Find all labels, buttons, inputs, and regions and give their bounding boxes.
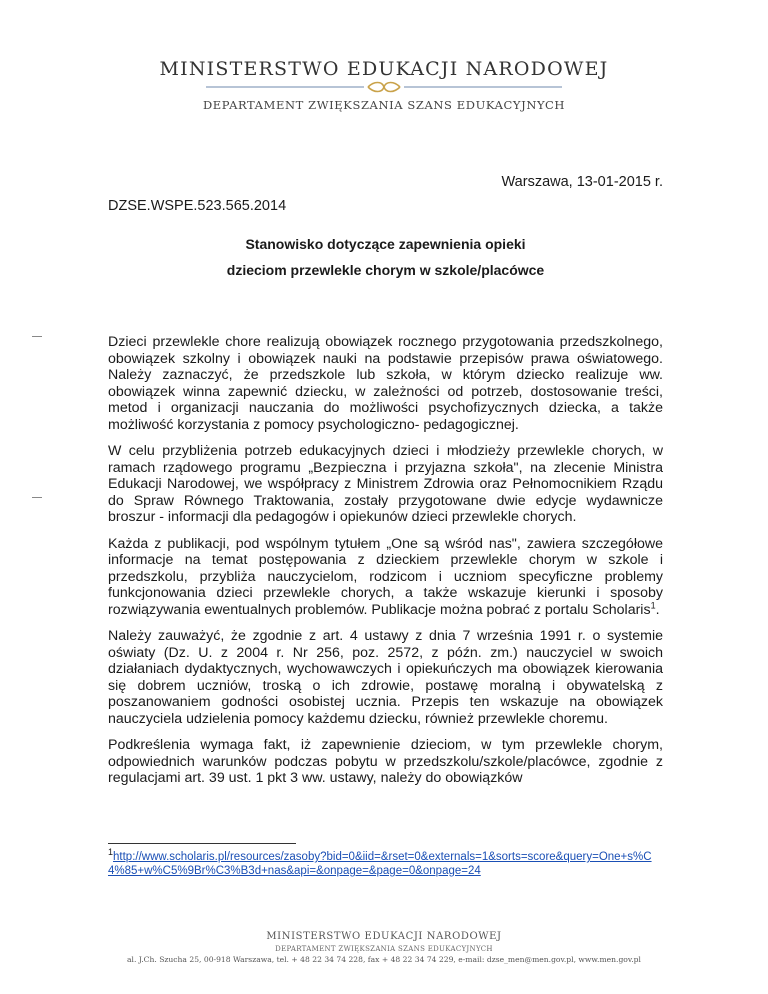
paragraph: Dzieci przewlekle chore realizują obowiązek rocznego przygotowania przedszkolnego, obowiązek szkolny i obowiązek nauki na podstawie przepisów prawa oświatowego. Należy zaznaczyć, że przedszkole lub szkoła, w którym dziecko realizuje ww. obowiązek winna zapewnić dziecku, w zależności od potrzeb, dostosowanie treści, metod i organizacji nauczania do możliwości psychofizycznych dziecka, a także możliwość korzystania z pomocy psychologiczno- pedagogicznej. <box>108 334 663 433</box>
footnote-separator <box>108 843 296 844</box>
margin-mark <box>32 336 42 337</box>
paragraph: Podkreślenia wymaga fakt, iż zapewnienie dzieciom, w tym przewlekle chorym, odpowiednich warunków podczas pobytu w przedszkolu/szkole/placówce, zgodnie z regulacjami art. 39 ust. 1 pkt 3 ww. ustawy, należy do obowiązków <box>108 737 663 786</box>
footnote-marker: 1 <box>108 847 114 858</box>
margin-mark <box>32 497 42 498</box>
document-date: Warszawa, 13-01-2015 r. <box>501 174 663 190</box>
paragraph: Należy zauważyć, że zgodnie z art. 4 ustawy z dnia 7 września 1991 r. o systemie oświaty (Dz. U. z 2004 r. Nr 256, poz. 2572, z późn. zm.) nauczyciel w swoich działaniach dydaktycznych, wychowawczych i opiekuńczych ma obowiązek kierowania się dobrem uczniów, troską o ich zdrowie, postawę moralną i obywatelską z poszanowaniem godności osobistej ucznia. Przepis ten wskazuje na obowiązek nauczyciela udzielenia pomocy każdemu dziecku, również przewlekle choremu. <box>108 628 663 727</box>
footnote-reference[interactable]: 1 <box>650 599 656 610</box>
footnote-link[interactable]: http://www.scholaris.pl/resources/zasoby?bid=0&iid=&rset=0&externals=1&sorts=score&query=One+s%C4%85+w%C5%9Br%C3%B3d+nas&api=&onpage=&page=0&onpage=24 <box>108 851 652 877</box>
department-subtitle: DEPARTAMENT ZWIĘKSZANIA SZANS EDUKACYJNYCH <box>202 98 566 112</box>
footer-address: al. J.Ch. Szucha 25, 00-918 Warszawa, tel. + 48 22 34 74 228, fax + 48 22 34 74 229, e-mail: dzse_men@men.gov.pl, www.men.gov.pl <box>127 955 641 964</box>
paragraph-text: Każda z publikacji, pod wspólnym tytułem „One są wśród nas", zawiera szczegółowe informacje na temat postępowania z dzieckiem przewlekle chorym w szkole i przedszkolu, przybliża nauczycielom, rodzicom i uczniom specyficzne problemy funkcjonowania dzieci przewlekle chorych, a także wskazuje kierunki i sposoby rozwiązywania ewentualnych problemów. Publikacje można pobrać z portalu Scholaris <box>108 535 663 618</box>
paragraph-end: . <box>655 601 660 618</box>
footnote <box>108 847 668 878</box>
ministry-title: MINISTERSTWO EDUKACJI NARODOWEJ <box>159 58 609 80</box>
document-body <box>108 334 663 797</box>
footer-ministry-title: MINISTERSTWO EDUKACJI NARODOWEJ <box>266 931 502 942</box>
paragraph <box>108 536 663 619</box>
paragraph: W celu przybliżenia potrzeb edukacyjnych dzieci i młodzieży przewlekle chorych, w ramach rządowego programu „Bezpieczna i przyjazna szkoła", na zlecenie Ministra Edukacji Narodowej, we współpracy z Ministrem Zdrowia oraz Pełnomocnikiem Rządu do Spraw Równego Traktowania, zostały przygotowane dwie edycje wydawnicze broszur - informacji dla pedagogów i opiekunów dzieci przewlekle chorych. <box>108 443 663 525</box>
ornament-divider-icon <box>200 80 568 94</box>
reference-number: DZSE.WSPE.523.565.2014 <box>108 198 287 214</box>
document-title-line-2: dzieciom przewlekle chorym w szkole/placówce <box>226 262 545 278</box>
document-title-line-1: Stanowisko dotyczące zapewnienia opieki <box>245 236 526 252</box>
footer-department: DEPARTAMENT ZWIĘKSZANIA SZANS EDUKACYJNYCH <box>275 945 493 953</box>
